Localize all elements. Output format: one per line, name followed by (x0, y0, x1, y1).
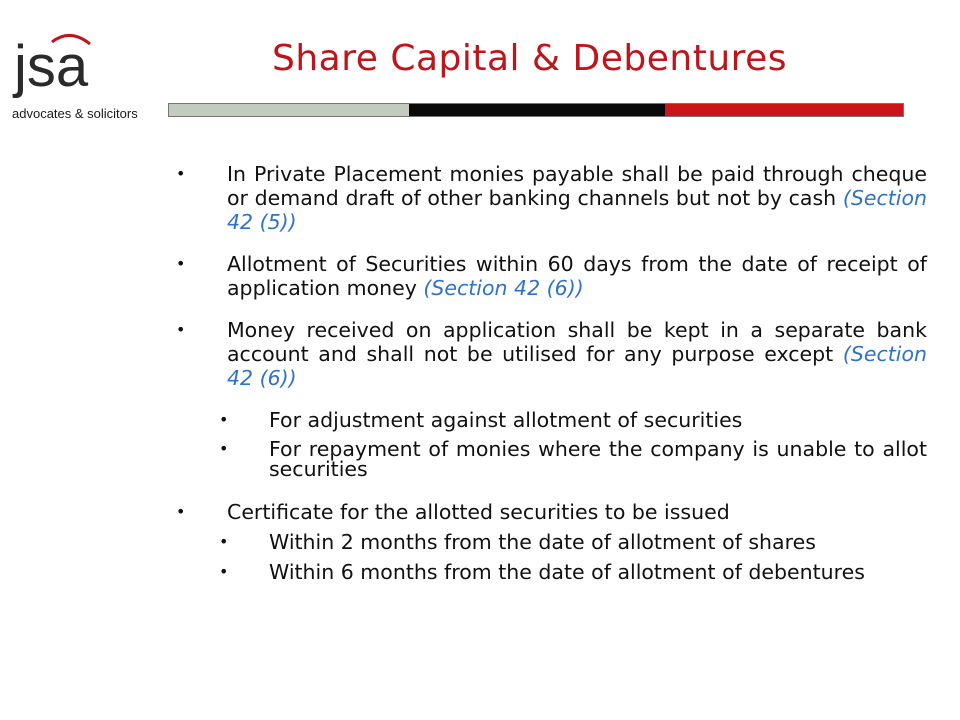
bullet-item (176, 500, 927, 524)
bullet-dot: • (176, 254, 186, 273)
sub-bullet-text: For repayment of monies where the company is unable to allot securities (269, 437, 927, 481)
page-title: Share Capital & Debentures (272, 38, 788, 79)
bullet-text: Money received on application shall be kept in a separate bank account and shall not be utilised for any purpose except (227, 318, 927, 366)
sub-bullet-item (219, 560, 927, 584)
logo-letters-text: jsa (14, 34, 89, 99)
bullet-dot: • (176, 502, 186, 521)
divider-grey-segment (169, 104, 409, 116)
divider-black-segment (409, 104, 665, 116)
sub-bullet-item (219, 408, 927, 432)
sub-bullet-item (219, 437, 927, 481)
bullet-text: In Private Placement monies payable shall be paid through cheque or demand draft of other banking channels but not by cash (227, 162, 927, 210)
bullet-dot: • (176, 164, 186, 183)
bullet-text: Allotment of Securities within 60 days from the date of receipt of application money (227, 252, 927, 300)
sub-bullet-text: Within 6 months from the date of allotment of debentures (269, 560, 865, 584)
bullet-list (0, 162, 960, 583)
logo-tagline: advocates & solicitors (12, 106, 138, 121)
bullet-dot: • (219, 439, 229, 458)
sub-bullet-text: Within 2 months from the date of allotment of shares (269, 530, 816, 554)
sub-bullet-text: For adjustment against allotment of securities (269, 408, 743, 432)
bullet-dot: • (219, 410, 229, 429)
company-logo (8, 30, 156, 122)
sub-bullet-item (219, 530, 927, 554)
bullet-item (176, 318, 927, 390)
bullet-text: Certificate for the allotted securities to be issued (227, 500, 730, 524)
bullet-dot: • (219, 532, 229, 551)
header-divider (168, 103, 904, 117)
divider-red-segment (665, 104, 903, 116)
jsa-logo-mark (12, 30, 112, 102)
section-reference: (Section 42 (6)) (227, 342, 927, 390)
bullet-dot: • (176, 320, 186, 339)
bullet-item (176, 162, 927, 234)
section-reference: (Section 42 (5)) (227, 186, 927, 234)
section-reference: (Section 42 (6)) (423, 276, 584, 300)
bullet-dot: • (219, 562, 229, 581)
bullet-item (176, 252, 927, 300)
